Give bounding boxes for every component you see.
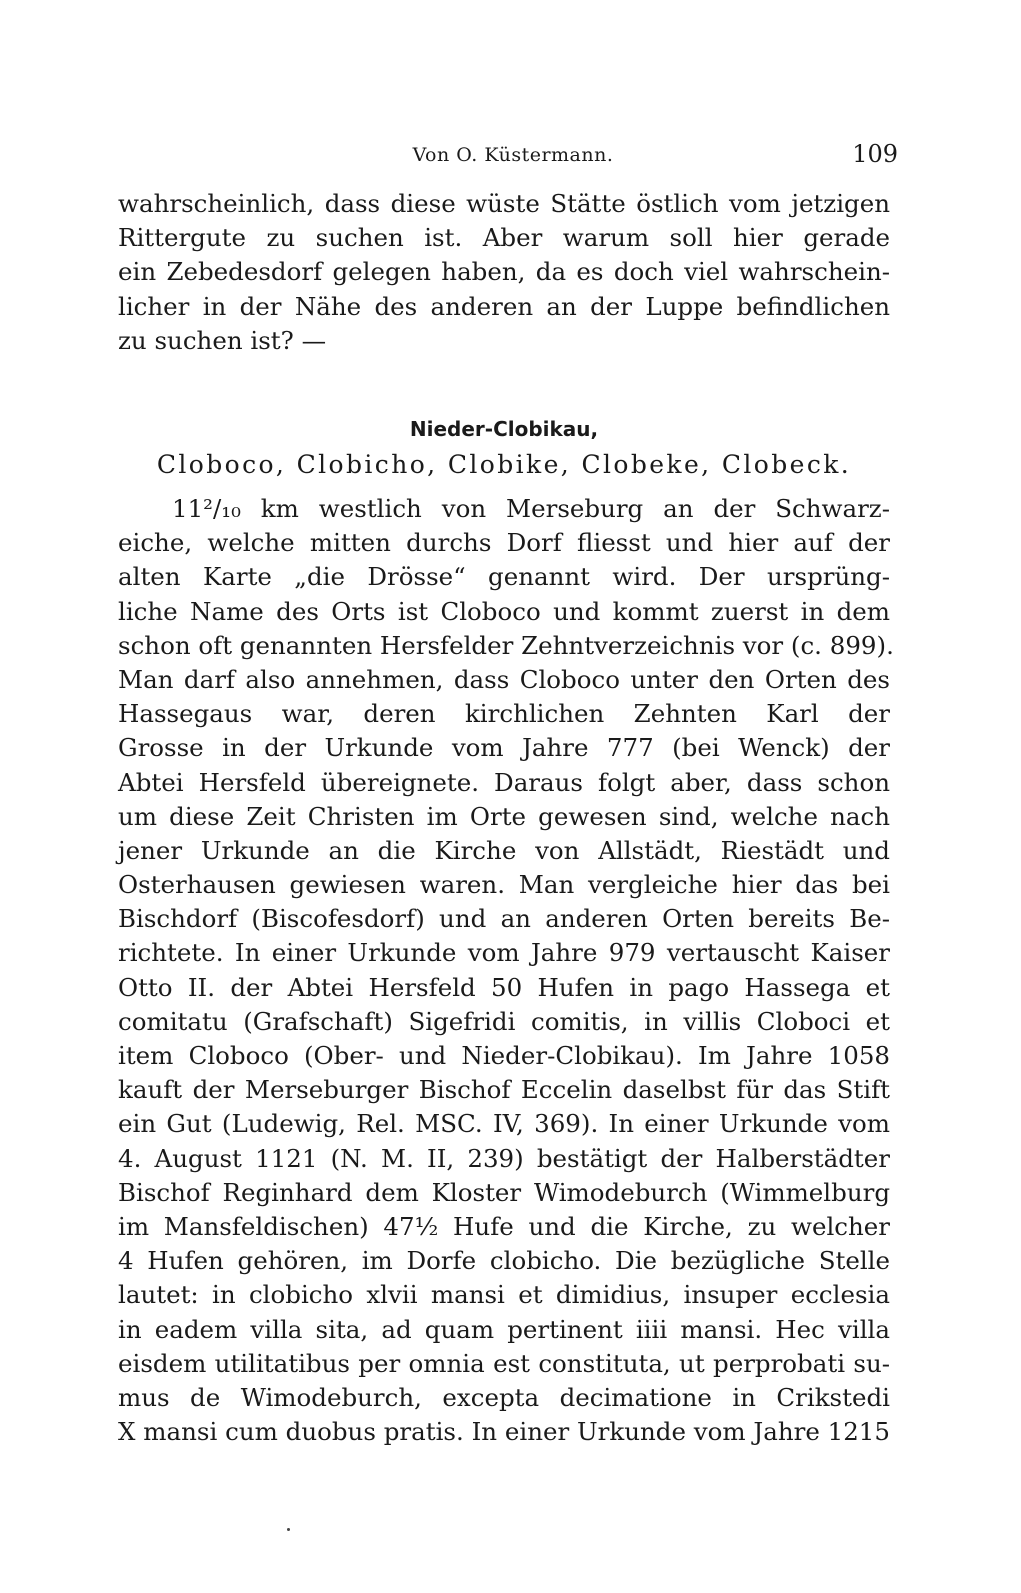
text-line: ein Gut (Ludewig, Rel. MSC. IV, 369). In einer Urkunde vom (118, 1109, 890, 1139)
text-line: comitatu (Grafschaft) Sigefridi comitis, in villis Cloboci et (118, 1006, 890, 1036)
text-line: wahrscheinlich, dass diese wüste Stätte östlich vom jetzigen (118, 189, 890, 218)
text-line: 11²/₁₀ km westlich von Merseburg an der Schwarz- (172, 494, 890, 523)
text-line: im Mansfeldischen) 47½ Hufe und die Kirche, zu welcher (118, 1211, 890, 1241)
page-number: 109 (852, 140, 898, 168)
page-header (118, 140, 908, 172)
name-variants: Cloboco, Clobicho, Clobike, Clobeke, Clobeck. (156, 450, 852, 479)
running-head: Von O. Küstermann. (412, 144, 614, 166)
paragraph-continuation (118, 187, 890, 358)
text-line: mus de Wimodeburch, excepta decimatione in Crikstedi (118, 1382, 890, 1412)
text-line: zu suchen ist? — (118, 325, 327, 355)
text-line: ein Zebedesdorf gelegen haben, da es doch viel wahrschein- (118, 257, 890, 287)
paragraph-main (118, 492, 894, 1449)
text-line: richtete. In einer Urkunde vom Jahre 979 vertauscht Kaiser (118, 938, 890, 968)
text-line: Bischdorf (Biscofesdorf) und an anderen Orten bereits Be- (118, 904, 890, 934)
text-line: Rittergute zu suchen ist. Aber warum soll hier gerade (118, 223, 890, 253)
ink-speck (287, 1528, 290, 1531)
text-line: Man darf also annehmen, dass Cloboco unter den Orten des (118, 664, 890, 694)
section-heading: Nieder-Clobikau, (409, 417, 599, 441)
text-line: um diese Zeit Christen im Orte gewesen sind, welche nach (118, 801, 890, 831)
text-line: eiche, welche mitten durchs Dorf fliesst und hier auf der (118, 528, 890, 558)
text-line: 4 Hufen gehören, im Dorfe clobicho. Die bezügliche Stelle (118, 1246, 890, 1276)
text-line: X mansi cum duobus pratis. In einer Urkunde vom Jahre 1215 (118, 1417, 890, 1447)
text-line: Hassegaus war, deren kirchlichen Zehnten Karl der (118, 699, 890, 729)
text-line: schon oft genannten Hersfelder Zehntverzeichnis vor (c. 899). (118, 630, 894, 660)
text-line: 4. August 1121 (N. M. II, 239) bestätigt der Halberstädter (118, 1143, 890, 1173)
text-line: in eadem villa sita, ad quam pertinent iiii mansi. Hec villa (118, 1314, 890, 1344)
text-line: Grosse in der Urkunde vom Jahre 777 (bei Wenck) der (118, 733, 890, 763)
text-line: eisdem utilitatibus per omnia est constituta, ut perprobati su- (118, 1348, 890, 1378)
text-line: licher in der Nähe des anderen an der Luppe befindlichen (118, 291, 890, 321)
text-line: jener Urkunde an die Kirche von Allstädt, Riestädt und (118, 835, 890, 865)
text-line: Osterhausen gewiesen waren. Man vergleiche hier das bei (118, 870, 890, 900)
text-line: Bischof Reginhard dem Kloster Wimodeburch (Wimmelburg (118, 1177, 890, 1207)
text-line: lautet: in clobicho xlvii mansi et dimidius, insuper ecclesia (118, 1280, 890, 1310)
text-line: liche Name des Orts ist Cloboco und kommt zuerst in dem (118, 596, 890, 626)
text-line: Otto II. der Abtei Hersfeld 50 Hufen in pago Hassega et (118, 972, 890, 1002)
text-line: Abtei Hersfeld übereignete. Daraus folgt aber, dass schon (118, 767, 890, 797)
text-line: kauft der Merseburger Bischof Eccelin daselbst für das Stift (118, 1075, 890, 1105)
text-line: item Cloboco (Ober- und Nieder-Clobikau). Im Jahre 1058 (118, 1041, 890, 1070)
text-line: alten Karte „die Drösse“ genannt wird. Der ursprüng- (118, 562, 890, 592)
